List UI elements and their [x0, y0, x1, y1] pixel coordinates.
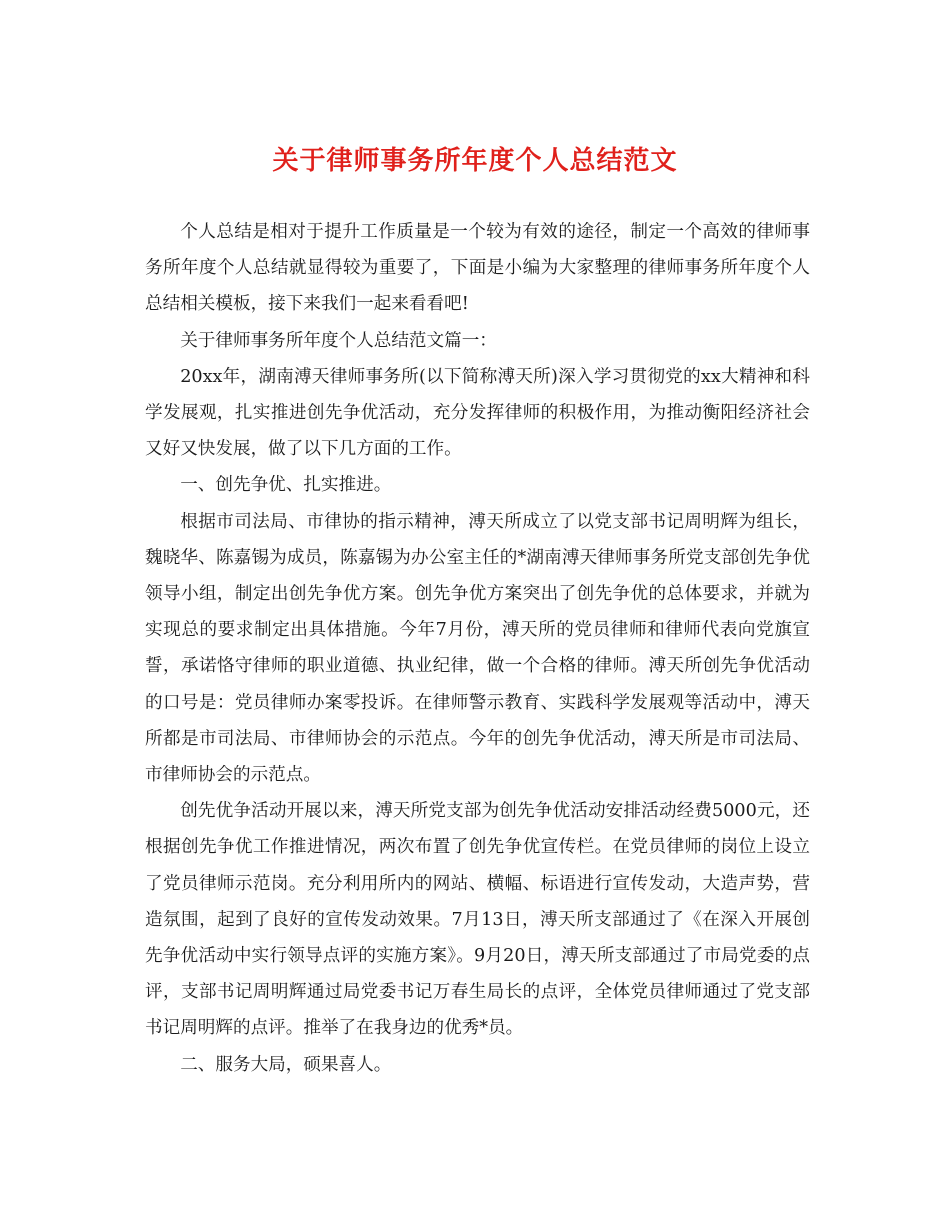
paragraph-heading-part-one: 关于律师事务所年度个人总结范文篇一：	[180, 330, 497, 351]
document-body	[145, 214, 810, 1083]
section-heading-one: 一、创先争优、扎实推进。	[180, 475, 392, 496]
section-heading-two: 二、服务大局，硕果喜人。	[180, 1054, 392, 1075]
paragraph-section-one-b: 创先优争活动开展以来，溥天所党支部为创先争优活动安排活动经费5000元，还根据创先争优工作推进情况，两次布置了创先争优宣传栏。在党员律师的岗位上设立了党员律师示范岗。充分利用所内的网站、横幅、标语进行宣传发动，大造声势，营造氛围，起到了良好的宣传发动效果。7月13日，溥天所支部通过了《在深入开展创先争优活动中实行领导点评的实施方案》。9月20日，溥天所支部通过了市局党委的点评，支部书记周明辉通过局党委书记万春生局长的点评，全体党员律师通过了党支部书记周明辉的点评。推举了在我身边的优秀*员。	[145, 801, 810, 1039]
paragraph-overview: 20xx年，湖南溥天律师事务所(以下简称溥天所)深入学习贯彻党的xx大精神和科学发展观，扎实推进创先争优活动，充分发挥律师的积极作用，为推动衡阳经济社会又好又快发展，做了以下几方面的工作。	[145, 366, 810, 460]
document-title: 关于律师事务所年度个人总结范文	[272, 146, 678, 176]
paragraph-section-one-a: 根据市司法局、市律协的指示精神，溥天所成立了以党支部书记周明辉为组长，魏晓华、陈嘉锡为成员，陈嘉锡为办公室主任的*湖南溥天律师事务所党支部创先争优领导小组，制定出创先争优方案。创先争优方案突出了创先争优的总体要求，并就为实现总的要求制定出具体措施。今年7月份，溥天所的党员律师和律师代表向党旗宣誓，承诺恪守律师的职业道德、执业纪律，做一个合格的律师。溥天所创先争优活动的口号是：党员律师办案零投诉。在律师警示教育、实践科学发展观等活动中，溥天所都是市司法局、市律师协会的示范点。今年的创先争优活动，溥天所是市司法局、市律师协会的示范点。	[145, 511, 810, 786]
paragraph-intro: 个人总结是相对于提升工作质量是一个较为有效的途径，制定一个高效的律师事务所年度个人总结就显得较为重要了，下面是小编为大家整理的律师事务所年度个人总结相关模板，接下来我们一起来看看吧!	[145, 222, 810, 315]
